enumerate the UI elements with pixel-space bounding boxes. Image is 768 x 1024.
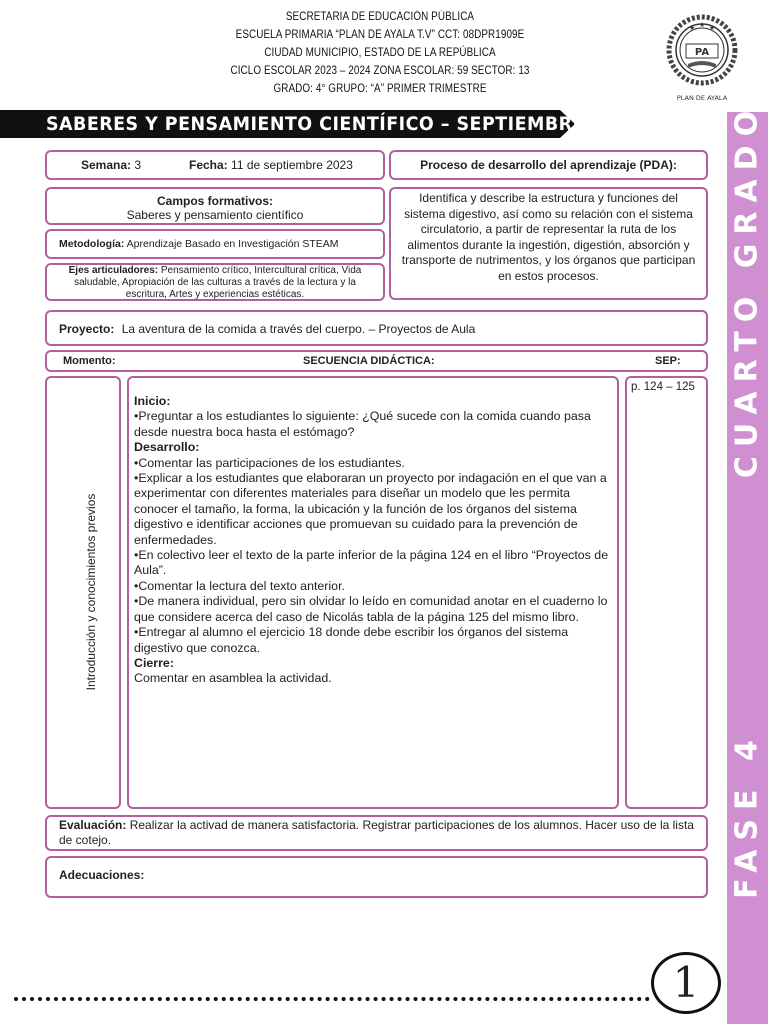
evaluacion-label: Evaluación: — [59, 818, 127, 832]
fase-label: FASE 4 — [729, 731, 765, 899]
header-line: CIUDAD MUNICIPIO, ESTADO DE LA REPÚBLICA — [264, 47, 496, 59]
list-item: Comentar en asamblea la actividad. — [134, 671, 332, 686]
metodologia-box — [45, 229, 385, 259]
semana-field: Semana: 3 — [81, 158, 142, 172]
pda-heading: Proceso de desarrollo del aprendizaje (PDA): — [420, 158, 677, 172]
pda-text: Identifica y describe la estructura y funciones del sistema digestivo, así como su relación con el sistema circulatorio, a partir de representar la ruta de los alimentos durante la ingestión, digestión, absorción y transporte de nutrimentos, y los órganos que participan en estos procesos. — [401, 191, 696, 283]
banner-title: SABERES Y PENSAMIENTO CIENTÍFICO – SEPTIEMBRE — [46, 113, 585, 135]
list-item: •Comentar las participaciones de los estudiantes. — [134, 455, 405, 470]
secuencia-column: Inicio: •Preguntar a los estudiantes lo siguiente: ¿Qué sucede con la comida cuando pasa desde nuestra boca hasta el estómago? Desarrollo: •Comentar las participaciones de los estudiantes. •Explicar a los estudiantes que elaboraran un proyecto por indagación en el que van a experimentar con diferentes materiales para diseñar un modelo que les permita conocer el tamaño, la forma, la ubicación y la función de los órganos del sistema digestivo e identificar acciones que promuevan su cuidado para la prevención de enfermedades. •En colectivo leer el texto de la parte inferior de la página 124 en el libro “Proyectos de Aula”. •Comentar la lectura del texto anterior. •De manera individual, pero sin olvidar lo leído en comunidad anotar en el cuaderno lo que considere acerca del caso de Nicolás tabla de la página 125 del mismo libro. •Entregar al alumno el ejercicio 18 donde debe escribir los órganos del sistema digestivo que conozca. Cierre: Comentar en asamblea la actividad. — [127, 376, 619, 809]
adecuaciones-label: Adecuaciones: — [59, 868, 145, 882]
campos-value: Saberes y pensamiento científico — [126, 208, 304, 222]
desarrollo-label: Desarrollo — [134, 440, 196, 455]
header-line: CICLO ESCOLAR 2023 – 2024 ZONA ESCOLAR: 59 SECTOR: 13 — [230, 65, 530, 77]
page-number: 1 — [651, 952, 721, 1014]
momento-value: Introducción y conocimientos previos — [84, 493, 98, 691]
ejes-label: Ejes articuladores: — [68, 265, 159, 276]
list-item: •Comentar la lectura del texto anterior. — [134, 578, 345, 593]
sep-column — [625, 376, 708, 809]
pda-box — [389, 187, 708, 300]
proyecto-box — [45, 310, 708, 346]
campos-label: Campos formativos: — [156, 194, 274, 208]
sequence-header — [45, 350, 708, 372]
svg-text:★: ★ — [709, 25, 716, 32]
momento-label: Momento: — [63, 355, 116, 367]
grado-label: CUARTO GRADO — [729, 101, 765, 479]
svg-text:★: ★ — [689, 25, 696, 32]
inicio-label: Inicio — [134, 394, 167, 408]
list-item: •Preguntar a los estudiantes lo siguiente: ¿Qué sucede con la comida cuando pasa desde nuestra boca hasta el estómago? — [134, 409, 591, 439]
pda-heading-box — [389, 150, 708, 180]
list-item: •En colectivo leer el texto de la parte inferior de la página 124 en el libro “Proyectos de Aula”. — [134, 548, 609, 578]
list-item: •De manera individual, pero sin olvidar lo leído en comunidad anotar en el cuaderno lo que considere acerca del caso de Nicolás tabla de la página 125 del mismo libro. — [134, 594, 608, 624]
fecha-field: Fecha: 11 de septiembre 2023 — [189, 158, 353, 172]
sep-pages: p. 124 – 125 — [631, 381, 695, 393]
dotted-divider — [14, 997, 650, 1001]
metodologia-label: Metodología: — [59, 238, 125, 250]
list-item: •Entregar al alumno el ejercicio 18 donde debe escribir los órganos del sistema digestivo que conozca. — [134, 625, 569, 655]
school-logo — [664, 8, 740, 104]
cierre-label: Cierre — [134, 655, 170, 670]
semana-fecha-box — [45, 150, 385, 180]
ejes-value: Pensamiento crítico, Intercultural crítica, Vida saludable, Apropiación de las culturas a través de la lectura y la escritura, Artes y experiencias estéticas. — [74, 265, 362, 300]
logo-caption: PLAN DE AYALA — [676, 94, 728, 102]
evaluacion-box — [45, 815, 708, 851]
evaluacion-value: Realizar la activad de manera satisfactoria. Registrar participaciones de los alumnos. Hacer uso de la lista de cotejo. — [59, 818, 694, 847]
list-item: •Explicar a los estudiantes que elaboraran un proyecto por indagación en el que van a experimentar con diferentes materiales para diseñar un modelo que les permita conocer el tamaño, la forma, la ubicación y la función de los órganos del sistema digestivo e identificar acciones que promuevan su cuidado para la prevención de enfermedades. — [134, 471, 607, 547]
logo-initials: PA — [694, 47, 710, 58]
proyecto-value: La aventura de la comida a través del cuerpo. – Proyectos de Aula — [121, 322, 476, 336]
momento-column — [45, 376, 121, 809]
sep-label: SEP: — [655, 355, 681, 367]
school-header — [225, 8, 535, 98]
secuencia-label: SECUENCIA DIDÁCTICA: — [303, 355, 435, 367]
ejes-box — [45, 263, 385, 301]
metodologia-value: Aprendizaje Basado en Investigación STEAM — [126, 238, 339, 250]
adecuaciones-box — [45, 856, 708, 898]
header-line: SECRETARIA DE EDUCACIÓN PÚBLICA — [285, 11, 475, 23]
svg-text:★: ★ — [699, 22, 706, 29]
campos-box — [45, 187, 385, 225]
header-line: ESCUELA PRIMARIA “PLAN DE AYALA T.V” CCT: 08DPR1909E — [235, 29, 525, 41]
proyecto-label: Proyecto: — [59, 322, 115, 336]
header-line: GRADO: 4° GRUPO: “A” PRIMER TRIMESTRE — [273, 83, 487, 95]
